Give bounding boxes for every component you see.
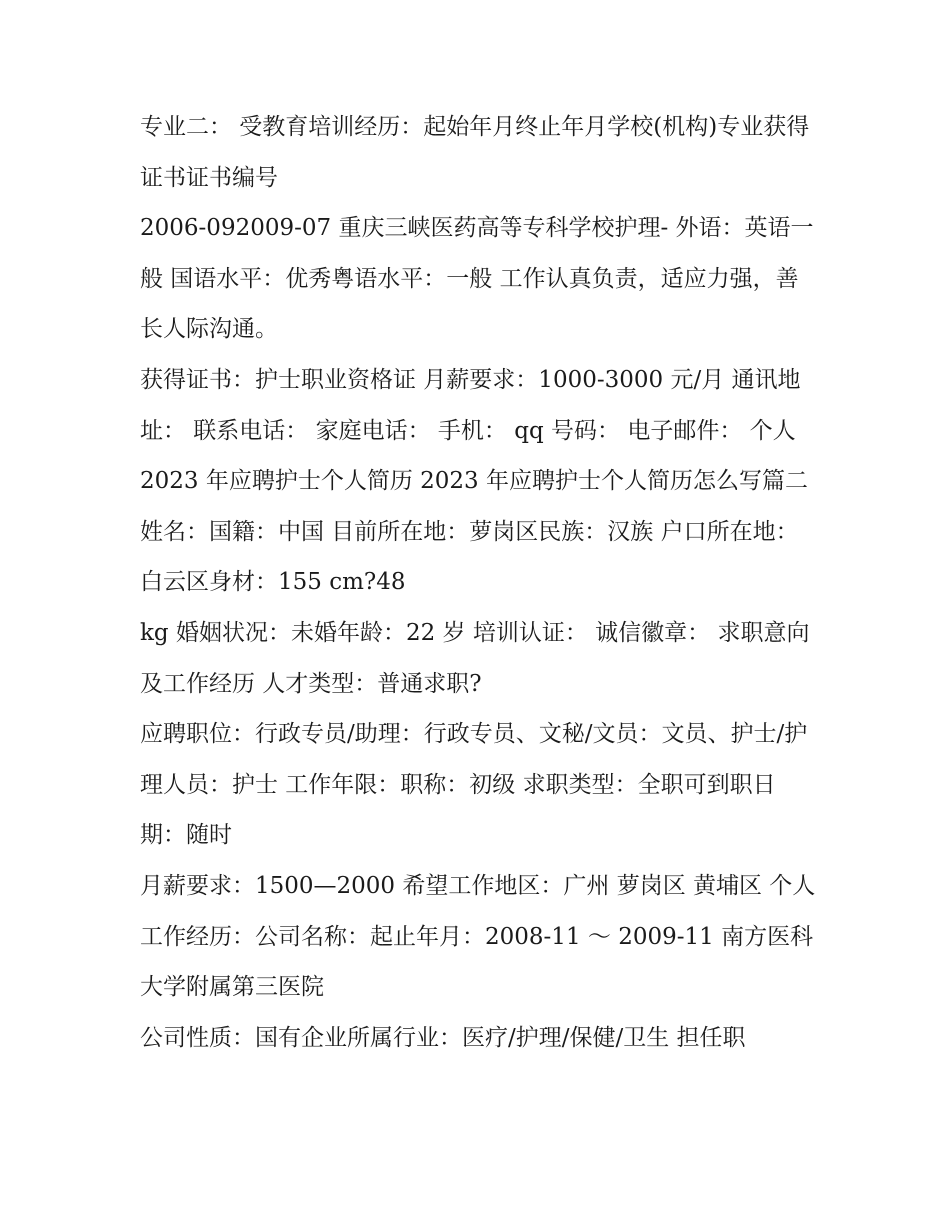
paragraph-personal-info: kg 婚姻状况：未婚年龄：22 岁 培训认证： 诚信徽章： 求职意向及工作经历 人才类型：普通求职?: [140, 619, 810, 697]
paragraph-resume-title: 2023 年应聘护士个人简历 2023 年应聘护士个人简历怎么写篇二 姓名：国籍：中国 目前所在地：萝岗区民族：汉族 户口所在地：白云区身材：155 cm?48: [140, 468, 808, 596]
paragraph-education: 专业二： 受教育培训经历：起始年月终止年月学校(机构)专业获得证书证书编号: [140, 114, 810, 191]
document-body: [140, 102, 820, 1063]
paragraph-certificates: 获得证书：护士职业资格证 月薪要求：1000-3000 元/月 通讯地址： 联系电话： 家庭电话： 手机： qq 号码： 电子邮件： 个人: [140, 366, 801, 444]
paragraph-education-detail: 2006-092009-07 重庆三峡医药高等专科学校护理- 外语：英语一般 国语水平：优秀粤语水平：一般 工作认真负责，适应力强，善长人际沟通。: [140, 215, 814, 343]
paragraph-company-info: 公司性质：国有企业所属行业：医疗/护理/保健/卫生 担任职: [140, 1024, 746, 1051]
paragraph-job-intent: 应聘职位：行政专员/助理：行政专员、文秘/文员：文员、护士/护理人员：护士 工作年限：职称：初级 求职类型：全职可到职日期：随时: [140, 721, 808, 849]
paragraph-work-history: 月薪要求：1500—2000 希望工作地区：广州 萝岗区 黄埔区 个人工作经历：公司名称：起止年月：2008-11 ～ 2009-11 南方医科大学附属第三医院: [140, 872, 816, 1001]
